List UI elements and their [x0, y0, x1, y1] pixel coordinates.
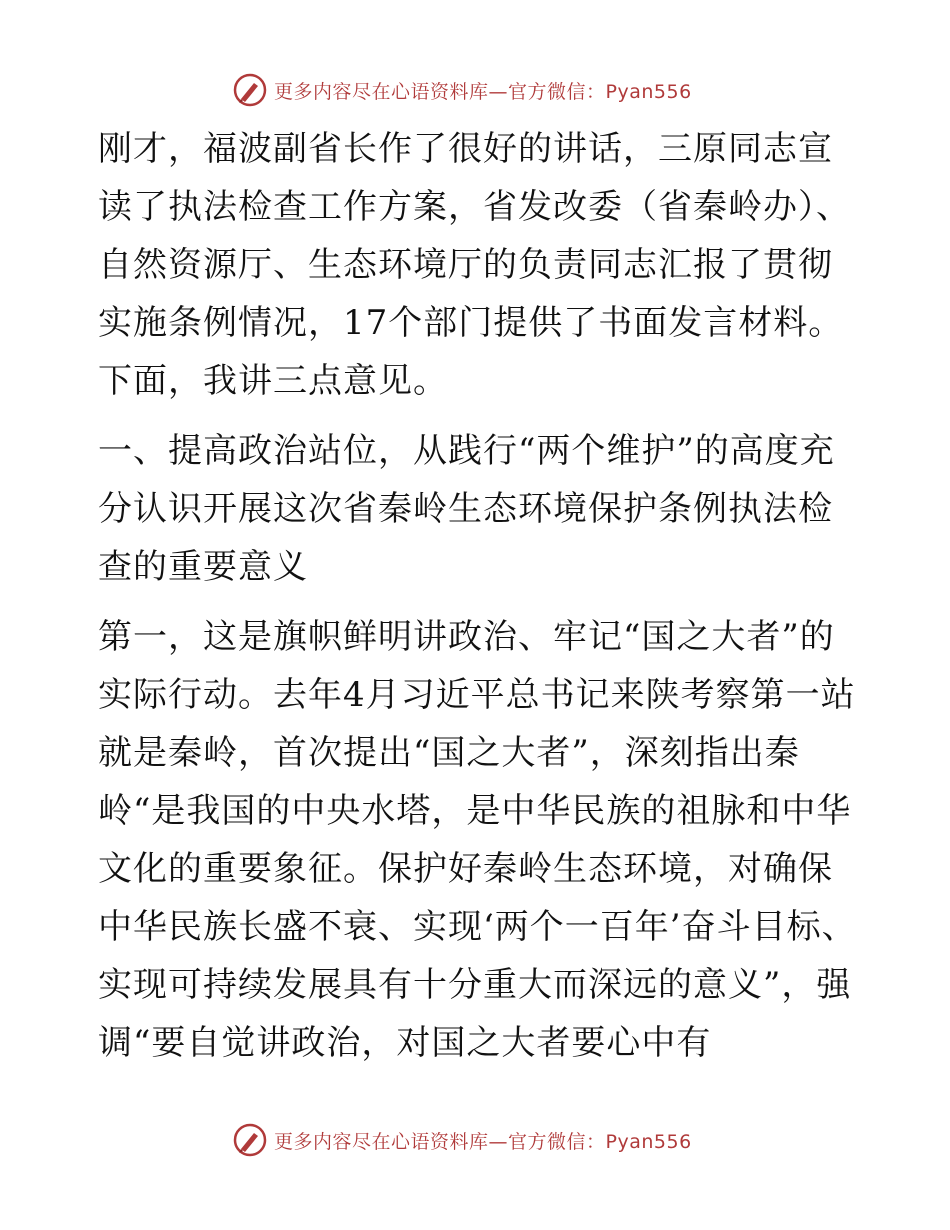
pen-logo-icon	[232, 1122, 268, 1158]
pen-logo-icon	[232, 72, 268, 108]
paragraph-first-point: 第一，这是旗帜鲜明讲政治、牢记“国之大者”的实际行动。去年4月习近平总书记来陕考察第一站就是秦岭，首次提出“国之大者”，深刻指出秦岭“是我国的中央水塔，是中华民族的祖脉和中华文化的重要象征。保护好秦岭生态环境，对确保中华民族长盛不衰、实现‘两个一百年’奋斗目标、实现可持续发展具有十分重大而深远的意义”，强调“要自觉讲政治，对国之大者要心中有	[98, 617, 857, 1063]
heading-section-one: 一、提高政治站位，从践行“两个维护”的高度充分认识开展这次省秦岭生态环境保护条例执法检查的重要意义	[98, 431, 835, 587]
paragraph-intro: 刚才，福波副省长作了很好的讲话，三原同志宣读了执法检查工作方案，省发改委（省秦岭办）、自然资源厅、生态环境厅的负责同志汇报了贯彻实施条例情况，17个部门提供了书面发言材料。下面，我讲三点意见。	[98, 129, 851, 401]
document-body	[98, 120, 858, 1072]
watermark-text: 更多内容尽在心语资料库—官方微信：Pyan556	[274, 80, 692, 103]
watermark-footer	[232, 1120, 732, 1160]
watermark-text: 更多内容尽在心语资料库—官方微信：Pyan556	[274, 1130, 692, 1153]
watermark-header	[232, 70, 732, 110]
